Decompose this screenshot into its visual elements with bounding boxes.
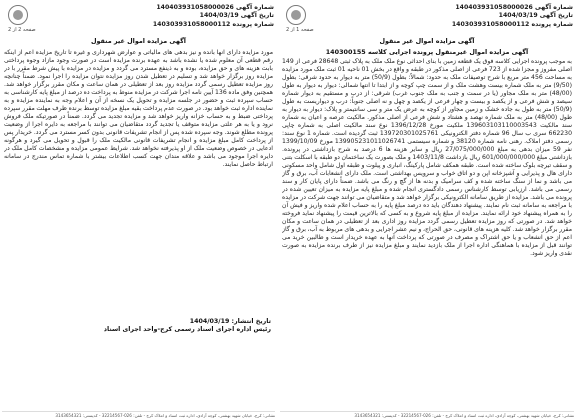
file-number: 140303931058000112 <box>152 20 231 28</box>
announcement-page-1 <box>278 0 576 419</box>
ad-meta-block <box>153 4 274 29</box>
page-footer: نشانی: کرج، خیابان شهید بهشتی، کوچه آزادی، اداره ثبت اسناد و املاک کرج - تلفن: 026-32214567 - کدپستی: 3143654321 <box>280 411 574 418</box>
file-number-row: شماره پرونده 140303931058000112 <box>451 20 573 28</box>
ad-code: 140403931058000026 <box>455 4 533 11</box>
ad-date: 1404/03/19 <box>498 12 538 20</box>
announcement-page-2 <box>0 0 277 419</box>
page-footer: نشانی: کرج، خیابان شهید بهشتی، کوچه آزادی، اداره ثبت اسناد و املاک کرج - تلفن: 026-32214567 - کدپستی: 3143654321 <box>2 411 275 418</box>
file-number-row: شماره پرونده 140303931058000112 <box>152 20 274 28</box>
announcement-title: آگهی مزایده اموال غیر منقول <box>379 37 475 45</box>
ad-date-row: تاریخ آگهی 1404/03/19 <box>498 12 573 20</box>
registry-logo-icon <box>286 5 306 25</box>
publish-date: تاریخ انتشار: 1404/03/19 <box>189 318 271 325</box>
announcement-title: آگهی مزایده اموال غیر منقول <box>90 37 187 45</box>
registry-logo-icon <box>8 5 28 25</box>
announcement-body: مورد مزایده دارای انها بانده و نیز بدهی های مالیاتی و عوارض شهرداری و غیره تا تاریخ مزایده اعم از اینکه رقم قطعی آن معلوم شده یا نشده باشد به عهده برنده مزایده است در صورت وجود مازاد وجوه پرداختی بابت هزینه های و حق مزایده، بوده و به ذینفع مسترد می گردد و مزایده در مزایده با پیش شرط مقرر با در مزایده روز برگزار خواهد شد و تسلیم در تعطیل شدن روز مزایده نتوان مزایده را اجرا نمود. ضمناً چنانچه روز مزایده تعطیل رسمی گردد مزایده روز بعد از تعطیلی در همان ساعت و مکان مقرر برگزار خواهد شد. همچنین وفق ماده 136 آیین نامه اجرا شرکت در مزایده منوط به پرداخت ده درصد از مبلغ پایه کارشناسی به حساب سپرده ثبت و حضور در جلسه مزایده و تحویل یک نسخه از آن و اعلام وجه به نماینده مزایده و به نماینده اداره ثبت خواهد بود. در صورت عدم پرداخت بقیه مبلغ مزایده توسط برنده ظرف مهلت مقرر سپرده پرداختی ضبط و به حساب خزانه واریز خواهد شد و مزایده تجدید می گردد. ضمناً در صورتیکه ملک فروش نرود و یا به هر علتی مزایده متوقف یا تجدید گردد متقاضیان می توانند با مراجعه به دایره اجرا از وضعیت پرونده مطلع شوند. وجه سپرده شده پس از انجام تشریفات قانونی بدون کسر مسترد می گردد. خریدار پس از پرداخت کامل مبلغ مزایده و انجام تشریفات قانونی مالکیت ملک را قبول و تحویل می گیرد و هرگونه ادعایی در خصوص وضعیت ملک از او پذیرفته نخواهد شد. شرایط عمومی مزایده و مشخصات کامل ملک در دایره اجرا موجود می باشد و علاقه مندان جهت کسب اطلاعات بیشتر با شماره تماس مندرج در سامانه ارتباط حاصل نمایند. <box>4 49 273 169</box>
announcement-body: به موجب پرونده اجرایی کلاسه فوق یک قطعه زمین با بنای احداثی نوع ملک ملک به پلاک ثبتی 28648 فرعی از 149 اصلی مفروز و مجزا شده از 723 فرعی از اصلی مذکور در طبقه و واقع در بخش 01 ناحیه 01 ثبت ملک مورد مزایده به مساحت 456 متر مربع با شرح توصیفات ملک به حدود: شمالاً: بطول (50/9) متر به دیوار به حدود شرقی: بطول (9/50) متر به ملک شماره بیست وهشت ملک و از سمت چپ کوچه و از ابتدا تا انتها شمالی: دیوار به دیوار به طول (48/00) متر به ملک مجاور (یا در سمت و جنب به ملک جنوب غرب) شرقی: از درب و مستقیم به دیوار شماره سیصد و شش فرعی و از یکصد و بیست و چهار فرعی از یکصد و چهل و نه اصلی جنوباً: درب و دیواریست به طول (50/9) متر به طول به جاده خشک و زمین مجاور از کوچه به عرض یک متر و سی سانتیمتر و پلاک: دیوار به دیوار به طول (48/00) متر به ملک شماره نهصد و هشتاد و شش فرعی از اصلی مذکور. مالکیت عرصه و اعیان به شماره سند مالکیت 139603103110003543 ملکیت مورخ 1396/12/28 نوع سند مالکیت اصلی به شماره چاپی 662230 سری ب سال 96 شماره دفتر الکترونیکی 139720301025761 ثبت گردیده است. شماره 1 نوع سند: رسمی دفتر املاک. رهنی نامه شماره 38120 و شماره سیستمی 139905231011026741 مورخ 1399/10/09 نفر 59 میزان بدهی به مبلغ 27/075/000/000 ریال و سایر هزینه ها 6 درصد به شرح بازداشتی در پرونده. بازداشتی مبلغ 601/000/000/000 ریال بازداشت 1403/11/8 و ملک بصورت یک ساختمان دو طبقه با اسکلت بتنی و سقف تیرچه بلوک ساخته شده است. طبقه همکف شامل پارکینگ، انباری و پیلوت و طبقه اول شامل واحد مسکونی دارای هال و پذیرایی و آشپزخانه اپن و دو اتاق خواب و سرویس بهداشتی است. ملک دارای انشعابات آب، برق و گاز می باشد و نما از سنگ ساخته شده و کف سرامیک و بدنه ها از گچ و رنگ می باشد. ضمناً دارای پایان کار و سند رسمی می باشد. ارزیابی توسط کارشناس رسمی دادگستری انجام شده و مبلغ پایه مزایده به میزان تعیین شده در پرونده می باشد. مزایده از طریق سامانه الکترونیکی برگزار خواهد شد و متقاضیان می توانند جهت شرکت در مزایده با مراجعه به سامانه ثبت نام نمایند. پیشنهاد دهندگان باید ده درصد مبلغ پایه را به حساب اعلام شده واریز و فیش آن را به همراه پیشنهاد خود ارائه نمایند. مزایده از مبلغ پایه شروع و به کسی که بالاترین قیمت را پیشنهاد نماید فروخته خواهد شد. در صورتی که روز مزایده تعطیل رسمی گردد مزایده روز اداری بعد از تعطیلی در همان ساعت و مکان مقرر برگزار خواهد شد. کلیه هزینه های قانونی، حق الحراج، و نیم عشر اجرایی و بدهی های مربوط به آب، برق و گاز اعم از حق انشعاب و یا حق اشتراک و مصرف در صورتی که پرداخت آنها به عهده خریدار است و طالبین خرید می توانند قبل از مزایده با هماهنگی اداره اجرا از ملک بازدید نمایند و مبلغ مزایده نیز از طرف برنده مزایده به صورت نقدی واریز شود. <box>282 58 572 258</box>
page-number: صفحه 1 از 2 <box>286 27 314 33</box>
signature-block <box>104 318 271 335</box>
ad-meta-block <box>452 4 573 29</box>
ad-date: 1404/03/19 <box>199 12 239 20</box>
page-number: صفحه 2 از 2 <box>8 27 36 33</box>
ad-code: 140403931058000026 <box>156 4 234 11</box>
ad-code-row: شماره آگهی 140403931058000026 <box>455 4 573 11</box>
signatory: رئیس اداره اجرای اسناد رسمی کرج-واحد اجرای اسناد <box>103 326 271 334</box>
ad-date-row: تاریخ آگهی 1404/03/19 <box>199 12 274 20</box>
ad-code-row: شماره آگهی 140403931058000026 <box>156 4 274 11</box>
file-number: 140303931058000112 <box>451 20 530 28</box>
announcement-subtitle: آگهی مزایده اموال غیرمنقول پرونده اجرایی کلاسه 140300155 <box>325 48 529 56</box>
